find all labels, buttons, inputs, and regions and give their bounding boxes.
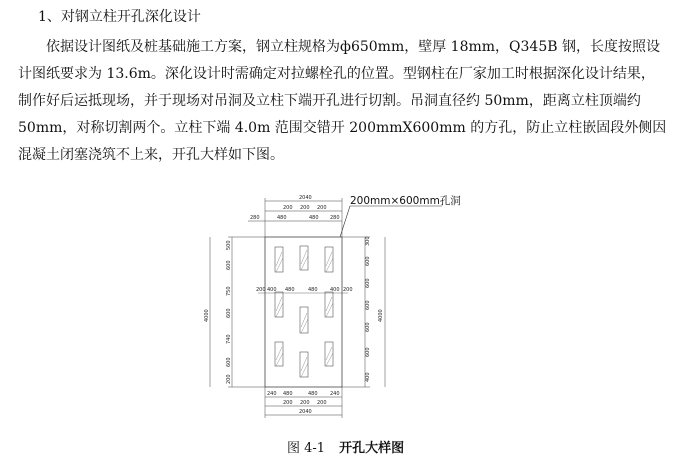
left-dimension: 740: [226, 334, 232, 344]
top-dimension: 200: [317, 205, 327, 211]
hole-group: [275, 246, 333, 377]
body-paragraph: 依据设计图纸及桩基础施工方案，钢立柱规格为ф650mm，壁厚 18mm，Q345B 钢，长度按照设计图纸要求为 13.6m。深化设计时需确定对拉螺栓孔的位置。型钢柱在厂家加工时根据深化设计结果，制作好后运抵现场，并于现场对吊洞及立柱下端开孔进行切割。吊洞直径约 50mm，距离立柱顶端约 50mm，对称切割两个。立柱下端 4.0m 范围交错开 200mmX600mm 的方孔，防止立柱嵌固段外侧因混凝土闭塞浇筑不上来，开孔大样如下图。: [18, 39, 667, 163]
right-dimension: 300: [365, 236, 371, 246]
mid-dimension: 200: [343, 287, 353, 293]
hole-detail-drawing: [190, 192, 490, 428]
top-dimension: 200: [300, 205, 310, 211]
hole-detail-figure: [190, 192, 490, 428]
right-total-dimension: 4000: [378, 309, 384, 322]
bottom-dimension: 200: [283, 400, 293, 406]
bottom-dimension: 240: [330, 391, 340, 397]
hole: [325, 342, 333, 366]
right-dimension: 600: [365, 300, 371, 310]
mid-dimension: 400: [267, 287, 277, 293]
mid-dimension: 480: [308, 287, 318, 293]
right-dimension: 600: [365, 278, 371, 288]
top-dimension: 480: [277, 215, 287, 221]
left-dimension: 500: [226, 240, 232, 250]
hole: [275, 342, 283, 366]
left-dimension: 600: [226, 260, 232, 270]
left-dimension: 600: [226, 357, 232, 367]
bottom-total-dimension: 2040: [299, 409, 312, 415]
mid-dimension: 480: [285, 287, 295, 293]
figure-caption: [287, 437, 404, 456]
section-heading: 1、对钢立柱开孔深化设计: [38, 9, 201, 25]
bottom-dimension: 480: [308, 391, 318, 397]
right-dimension: 600: [365, 347, 371, 357]
top-dimension-lines: [248, 198, 342, 237]
figure-title: 开孔大样图: [339, 441, 405, 456]
bottom-dimension: 200: [300, 400, 310, 406]
figure-number: 图 4-1: [287, 441, 326, 456]
left-total-dimension: 4000: [204, 309, 210, 322]
top-dimension: 280: [330, 215, 340, 221]
left-dimension: 750: [226, 286, 232, 296]
left-dimension: 200: [226, 374, 232, 384]
bottom-dimension: 480: [283, 391, 293, 397]
bottom-dimension: 240: [267, 391, 277, 397]
bottom-dimension: 200: [317, 400, 327, 406]
column-outline: [265, 237, 342, 387]
right-dimension: 400: [365, 372, 371, 382]
callout-leader: [340, 206, 350, 237]
top-total-dimension: 2040: [299, 195, 312, 201]
right-dimension: 600: [365, 256, 371, 266]
left-dimension-lines: [210, 237, 265, 387]
left-dimension: 600: [226, 308, 232, 318]
top-dimension: 480: [309, 215, 319, 221]
top-dimension: 280: [250, 215, 260, 221]
top-dimension: 200: [283, 205, 293, 211]
right-dimension: 600: [365, 322, 371, 332]
hole-hatching: [276, 250, 333, 377]
mid-dimension: 200: [256, 287, 266, 293]
mid-dimension: 400: [330, 287, 340, 293]
callout-label: 200mm×600mm孔洞: [350, 195, 461, 207]
